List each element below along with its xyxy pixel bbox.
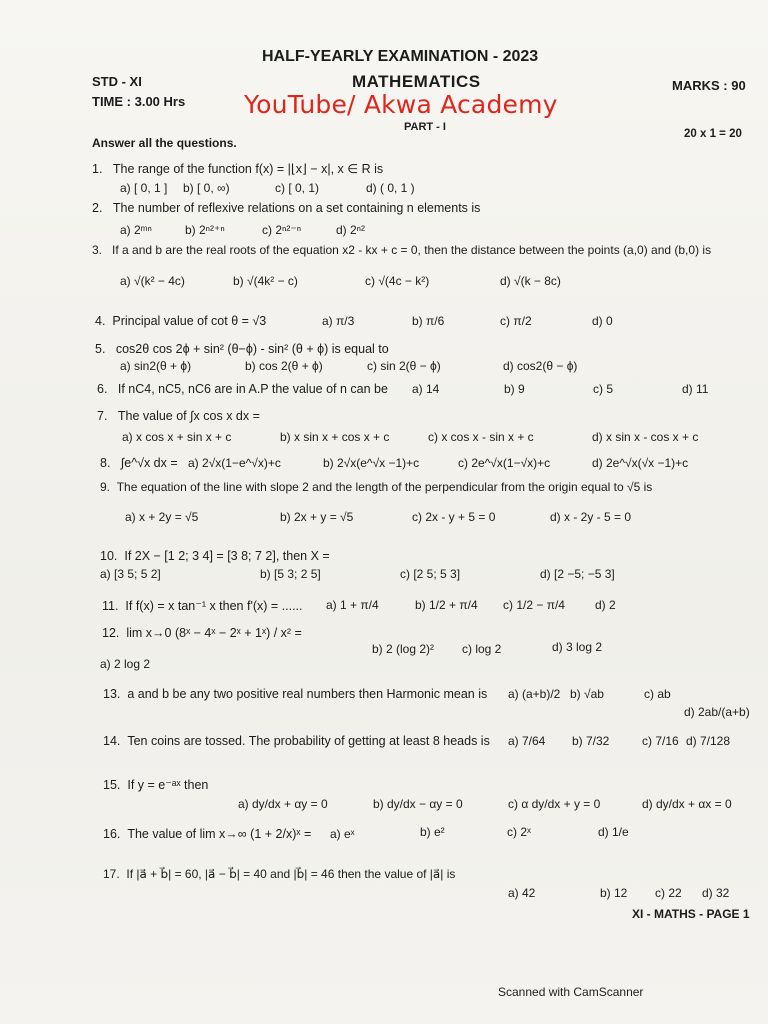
q3-option-b: b) √(4k² − c) <box>233 274 298 288</box>
question-4: 4. Principal value of cot θ = √3 <box>95 314 267 328</box>
q7-option-c: c) x cos x - sin x + c <box>428 430 534 444</box>
question-7: 7. The value of ∫x cos x dx = <box>97 409 260 423</box>
q1-option-d: d) ( 0, 1 ) <box>366 181 415 195</box>
q6-option-a: a) 14 <box>412 382 440 396</box>
q3-option-c: c) √(4c − k²) <box>365 274 430 288</box>
question-11: 11. If f(x) = x tan⁻¹ x then f'(x) = ...... <box>102 599 303 613</box>
q14-option-c: c) 7/16 <box>642 734 679 748</box>
q17-option-c: c) 22 <box>655 886 682 900</box>
q15-option-a: a) dy/dx + αy = 0 <box>238 797 328 811</box>
q3-option-d: d) √(k − 8c) <box>500 274 561 288</box>
q1-option-a: a) [ 0, 1 ] <box>120 181 168 195</box>
question-10: 10. If 2X − [1 2; 3 4] = [3 8; 7 2], then X = <box>100 549 330 563</box>
time-label: TIME : 3.00 Hrs <box>92 94 186 109</box>
q10-option-d: d) [2 −5; −5 3] <box>540 567 615 581</box>
q7-option-d: d) x sin x - cos x + c <box>592 430 699 444</box>
question-3: 3. If a and b are the real roots of the equation x2 - kx + c = 0, then the distance between the points (a,0) and (b,0) is <box>92 243 712 257</box>
q3-option-a: a) √(k² − 4c) <box>120 274 185 288</box>
q11-option-d: d) 2 <box>595 598 616 612</box>
q15-option-d: d) dy/dx + αx = 0 <box>642 797 732 811</box>
question-1: 1. The range of the function f(x) = |⌊x⌋ − x|, x ∈ R is <box>92 162 384 176</box>
camscanner-label: Scanned with CamScanner <box>498 985 644 999</box>
q11-option-b: b) 1/2 + π/4 <box>415 598 478 612</box>
q16-option-a: a) eˣ <box>330 827 355 841</box>
q8-option-a: a) 2√x(1−e^√x)+c <box>188 456 281 470</box>
q8-option-d: d) 2e^√x(√x −1)+c <box>592 456 689 470</box>
q9-option-a: a) x + 2y = √5 <box>125 510 199 524</box>
q12-option-b: b) 2 (log 2)² <box>372 642 435 656</box>
q7-option-b: b) x sin x + cos x + c <box>280 430 390 444</box>
question-14: 14. Ten coins are tossed. The probability of getting at least 8 heads is <box>103 734 490 748</box>
q16-option-b: b) e² <box>420 825 445 839</box>
youtube-watermark: YouTube/ Akwa Academy <box>244 90 558 119</box>
q12-option-a: a) 2 log 2 <box>100 657 151 671</box>
q5-option-c: c) sin 2(θ − ϕ) <box>367 359 441 373</box>
q4-option-a: a) π/3 <box>322 314 355 328</box>
q2-option-c: c) 2ⁿ²⁻ⁿ <box>262 223 302 237</box>
question-9: 9. The equation of the line with slope 2 and the length of the perpendicular from the origin equal to √5 is <box>100 480 653 494</box>
q9-option-d: d) x - 2y - 5 = 0 <box>550 510 632 524</box>
page-footer: XI - MATHS - PAGE 1 <box>632 907 750 921</box>
q11-option-a: a) 1 + π/4 <box>326 598 379 612</box>
q11-option-c: c) 1/2 − π/4 <box>503 598 565 612</box>
q13-option-a: a) (a+b)/2 <box>508 687 561 701</box>
q2-option-a: a) 2ᵐⁿ <box>120 223 152 237</box>
q10-option-b: b) [5 3; 2 5] <box>260 567 321 581</box>
q10-option-c: c) [2 5; 5 3] <box>400 567 461 581</box>
q1-option-c: c) [ 0, 1) <box>275 181 320 195</box>
q14-option-d: d) 7/128 <box>686 734 731 748</box>
q12-option-d: d) 3 log 2 <box>552 640 603 654</box>
question-6: 6. If nC4, nC5, nC6 are in A.P the value of n can be <box>97 382 388 396</box>
marks-label: MARKS : 90 <box>672 78 746 93</box>
exam-title: HALF-YEARLY EXAMINATION - 2023 <box>262 48 539 65</box>
q6-option-b: b) 9 <box>504 382 525 396</box>
subject-title: MATHEMATICS <box>352 72 481 91</box>
q14-option-a: a) 7/64 <box>508 734 546 748</box>
q16-option-c: c) 2ˣ <box>507 825 531 839</box>
q5-option-d: d) cos2(θ − ϕ) <box>503 359 578 373</box>
q6-option-d: d) 11 <box>682 382 709 396</box>
q4-option-b: b) π/6 <box>412 314 445 328</box>
q2-option-d: d) 2ⁿ² <box>336 223 366 237</box>
q6-option-c: c) 5 <box>593 382 614 396</box>
q4-option-d: d) 0 <box>592 314 613 328</box>
q1-option-b: b) [ 0, ∞) <box>183 181 230 195</box>
q8-option-b: b) 2√x(e^√x −1)+c <box>323 456 420 470</box>
question-15: 15. If y = e⁻ᵃˣ then <box>103 778 209 792</box>
q13-option-b: b) √ab <box>570 687 604 701</box>
q5-option-a: a) sin2(θ + ϕ) <box>120 359 192 373</box>
q13-option-d: d) 2ab/(a+b) <box>684 705 750 719</box>
question-2: 2. The number of reflexive relations on a set containing n elements is <box>92 201 481 215</box>
part-label: PART - I <box>404 121 446 133</box>
q2-option-b: b) 2ⁿ²⁺ⁿ <box>185 223 225 237</box>
q9-option-b: b) 2x + y = √5 <box>280 510 354 524</box>
instruction: Answer all the questions. <box>92 136 237 150</box>
q13-option-c: c) ab <box>644 687 671 701</box>
q12-option-c: c) log 2 <box>462 642 502 656</box>
question-8: 8. ∫e^√x dx = <box>100 456 178 470</box>
q17-option-d: d) 32 <box>702 886 730 900</box>
question-13: 13. a and b be any two positive real numbers then Harmonic mean is <box>103 687 488 701</box>
question-16: 16. The value of lim x→∞ (1 + 2/x)ˣ = <box>103 827 312 841</box>
q4-option-c: c) π/2 <box>500 314 532 328</box>
q14-option-b: b) 7/32 <box>572 734 610 748</box>
question-17: 17. If |a⃗ + b⃗| = 60, |a⃗ − b⃗| = 40 and |b⃗| = 46 then the value of |a⃗| is <box>103 867 456 881</box>
q7-option-a: a) x cos x + sin x + c <box>122 430 232 444</box>
q15-option-c: c) α dy/dx + y = 0 <box>508 797 601 811</box>
question-5: 5. cos2θ cos 2ϕ + sin² (θ−ϕ) - sin² (θ + ϕ) is equal to <box>95 342 389 356</box>
q8-option-c: c) 2e^√x(1−√x)+c <box>458 456 551 470</box>
q16-option-d: d) 1/e <box>598 825 629 839</box>
q5-option-b: b) cos 2(θ + ϕ) <box>245 359 323 373</box>
std-label: STD - XI <box>92 74 142 89</box>
q9-option-c: c) 2x - y + 5 = 0 <box>412 510 496 524</box>
part-marks: 20 x 1 = 20 <box>684 128 742 140</box>
q15-option-b: b) dy/dx − αy = 0 <box>373 797 463 811</box>
q17-option-b: b) 12 <box>600 886 628 900</box>
question-12: 12. lim x→0 (8ˣ − 4ˣ − 2ˣ + 1ˣ) / x² = <box>102 626 302 640</box>
q17-option-a: a) 42 <box>508 886 536 900</box>
q10-option-a: a) [3 5; 5 2] <box>100 567 161 581</box>
